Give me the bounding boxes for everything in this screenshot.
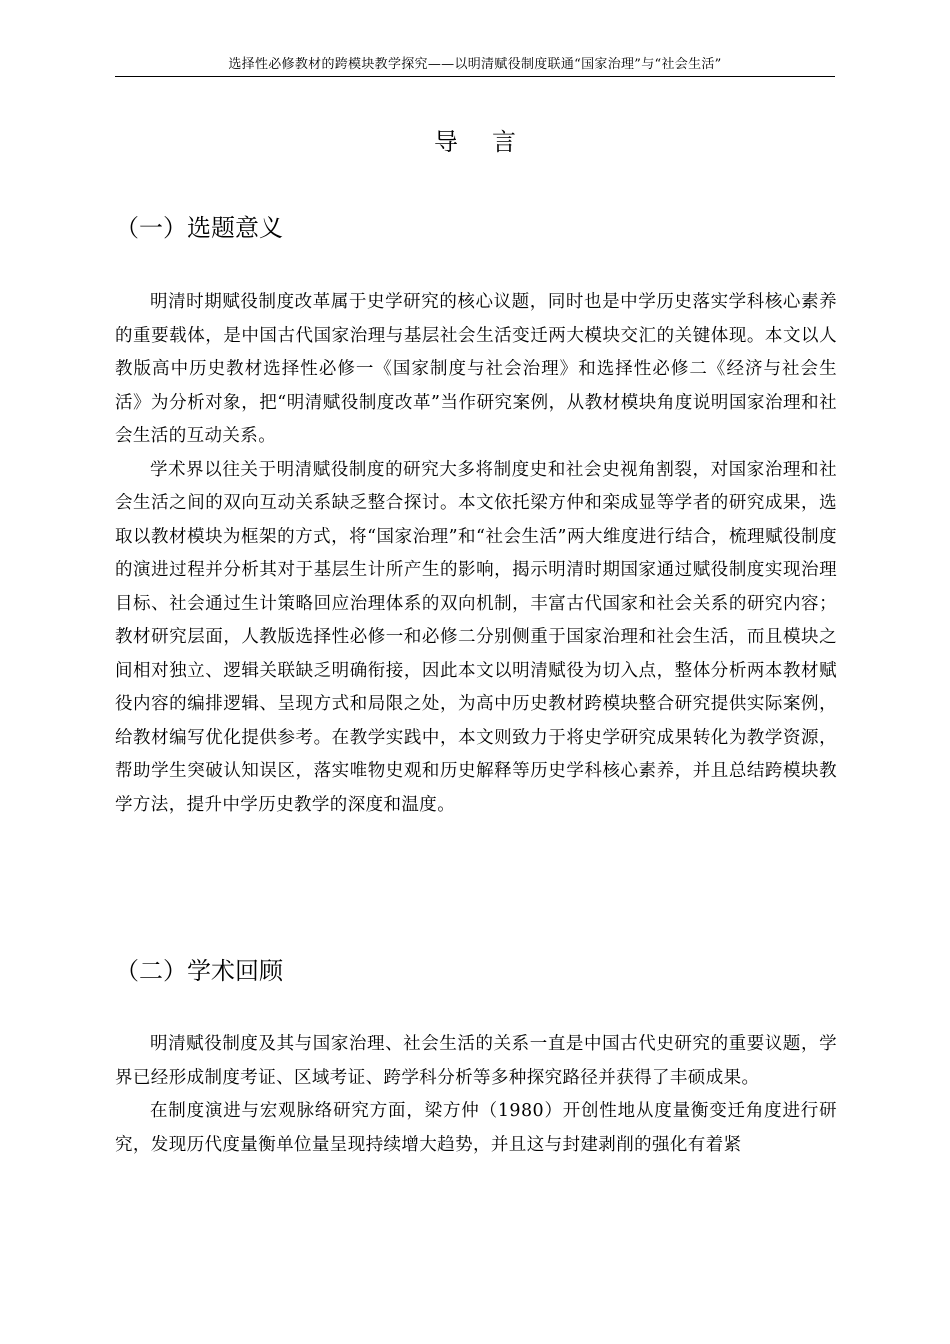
paragraph: 学术界以往关于明清赋役制度的研究大多将制度史和社会史视角割裂，对国家治理和社会生活之间的双向互动关系缺乏整合探讨。本文依托梁方仲和栾成显等学者的研究成果，选取以教材模块为框架的方式，将“国家治理”和“社会生活”两大维度进行结合，梳理赋役制度的演进过程并分析其对于基层生计所产生的影响，揭示明清时期国家通过赋役制度实现治理目标、社会通过生计策略回应治理体系的双向机制，丰富古代国家和社会关系的研究内容；教材研究层面，人教版选择性必修一和必修二分别侧重于国家治理和社会生活，而且模块之间相对独立、逻辑关联缺乏明确衔接，因此本文以明清赋役为切入点，整体分析两本教材赋役内容的编排逻辑、呈现方式和局限之处，为高中历史教材跨模块整合研究提供实际案例，给教材编写优化提供参考。在教学实践中，本文则致力于将史学研究成果转化为教学资源，帮助学生突破认知误区，落实唯物史观和历史解释等历史学科核心素养，并且总结跨模块教学方法，提升中学历史教学的深度和温度。 [115,459,837,815]
section-heading-academic-review: （二）学术回顾 [115,957,283,985]
section-body-academic-review [115,1028,837,1162]
paragraph: 在制度演进与宏观脉络研究方面，梁方仲（1980）开创性地从度量衡变迁角度进行研究，发现历代度量衡单位量呈现持续增大趋势，并且这与封建剥削的强化有着紧 [115,1101,837,1155]
paragraph: 明清赋役制度及其与国家治理、社会生活的关系一直是中国古代史研究的重要议题，学界已经形成制度考证、区域考证、跨学科分析等多种探究路径并获得了丰硕成果。 [115,1034,837,1088]
paragraph: 明清时期赋役制度改革属于史学研究的核心议题，同时也是中学历史落实学科核心素养的重要载体，是中国古代国家治理与基层社会生活变迁两大模块交汇的关键体现。本文以人教版高中历史教材选择性必修一《国家制度与社会治理》和选择性必修二《经济与社会生活》为分析对象，把“明清赋役制度改革”当作研究案例，从教材模块角度说明国家治理和社会生活的互动关系。 [115,292,837,446]
running-header: 选择性必修教材的跨模块教学探究——以明清赋役制度联通“国家治理”与“社会生活” [228,57,722,72]
page-title: 导言 [434,128,550,156]
header-rule [115,76,835,77]
section-heading-topic-significance: （一）选题意义 [115,214,283,242]
section-body-topic-significance [115,286,837,822]
